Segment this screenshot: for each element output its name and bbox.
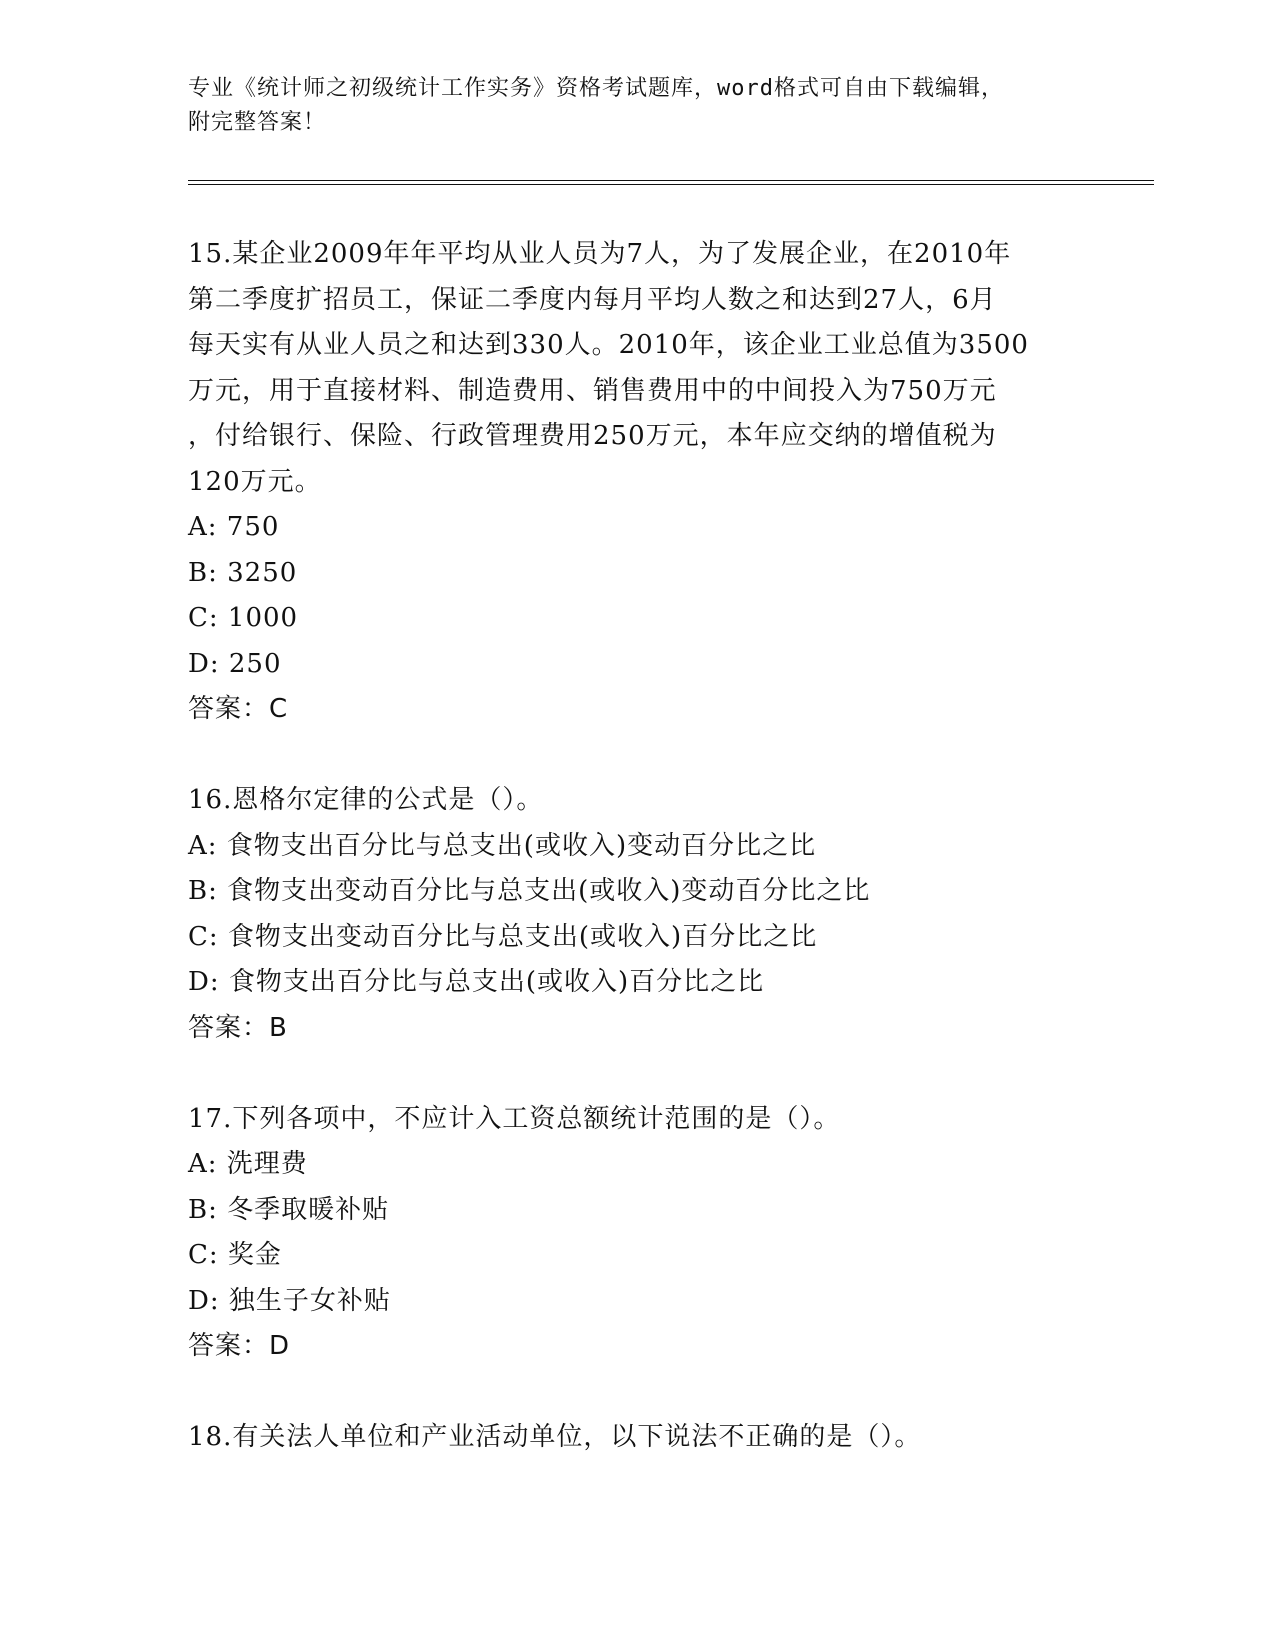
header-line-2: 附完整答案！ <box>188 110 327 135</box>
question-block <box>188 232 1088 733</box>
option-b: B: 食物支出变动百分比与总支出(或收入)变动百分比之比 <box>188 876 871 906</box>
option-a: A: 洗理费 <box>188 1149 308 1179</box>
question-spacer <box>188 1051 1088 1097</box>
question-block <box>188 778 1088 1051</box>
option-c: C: 1000 <box>188 603 299 633</box>
option-c: C: 食物支出变动百分比与总支出(或收入)百分比之比 <box>188 921 818 952</box>
answer-line: 答案：D <box>188 1331 291 1361</box>
answer-line: 答案：B <box>188 1012 288 1043</box>
question-text-line: 15.某企业2009年年平均从业人员为7人，为了发展企业，在2010年 <box>188 239 1012 269</box>
question-text-line: 第二季度扩招员工，保证二季度内每月平均人数之和达到27人，6月 <box>188 284 997 315</box>
header-divider-bottom <box>188 184 1154 185</box>
document-header <box>188 72 1088 140</box>
option-c: C: 奖金 <box>188 1240 282 1270</box>
question-spacer <box>188 733 1088 779</box>
question-text-line: 万元，用于直接材料、制造费用、销售费用中的中间投入为750万元 <box>188 375 997 406</box>
option-d: D: 食物支出百分比与总支出(或收入)百分比之比 <box>188 967 765 997</box>
answer-line: 答案：C <box>188 694 289 724</box>
question-text-line: 17.下列各项中，不应计入工资总额统计范围的是（）。 <box>188 1103 841 1134</box>
option-d: D: 250 <box>188 648 282 679</box>
option-b: B: 冬季取暖补贴 <box>188 1194 390 1225</box>
option-b: B: 3250 <box>188 557 298 588</box>
question-block <box>188 1097 1088 1370</box>
header-divider-top <box>188 180 1154 181</box>
option-a: A: 食物支出百分比与总支出(或收入)变动百分比之比 <box>188 830 817 861</box>
question-block <box>188 1415 1088 1461</box>
question-text-line: 18.有关法人单位和产业活动单位，以下说法不正确的是（）。 <box>188 1422 922 1452</box>
header-line-1: 专业《统计师之初级统计工作实务》资格考试题库，word格式可自由下载编辑， <box>188 76 1004 101</box>
question-text-line: 16.恩格尔定律的公式是（）。 <box>188 785 544 815</box>
question-text-line: ，付给银行、保险、行政管理费用250万元，本年应交纳的增值税为 <box>188 421 997 451</box>
option-d: D: 独生子女补贴 <box>188 1285 391 1316</box>
question-spacer <box>188 1370 1088 1416</box>
question-text-line: 每天实有从业人员之和达到330人。2010年，该企业工业总值为3500 <box>188 330 1029 360</box>
option-a: A: 750 <box>188 512 280 542</box>
question-text-line: 120万元。 <box>188 466 322 497</box>
question-list <box>188 232 1088 1461</box>
